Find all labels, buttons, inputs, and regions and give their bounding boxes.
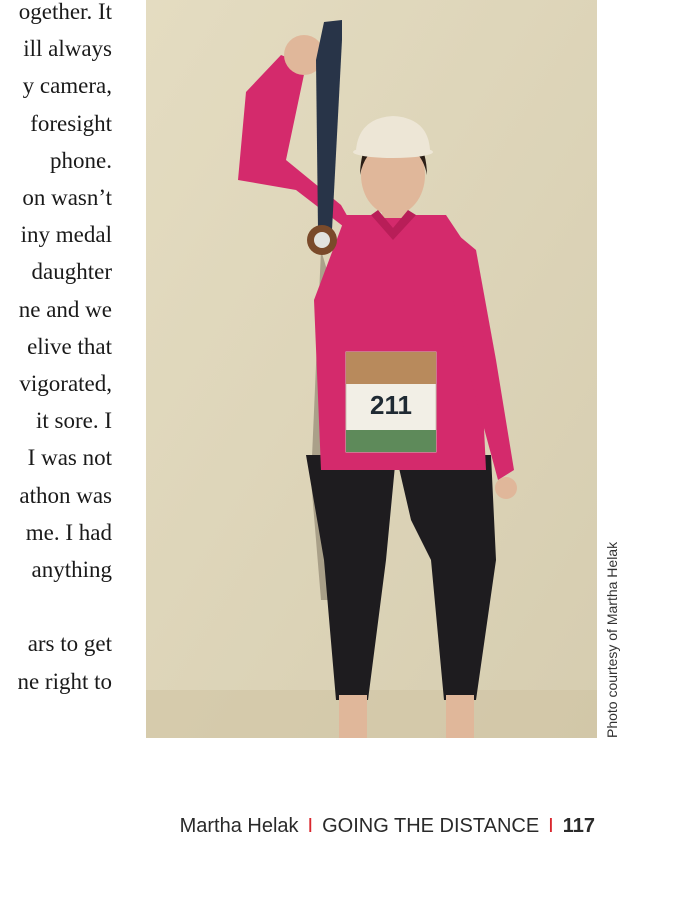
footer-author: Martha Helak — [179, 815, 299, 837]
body-text-line: anything — [31, 557, 112, 582]
body-text-line: ogether. It — [18, 0, 112, 24]
body-text-line: me. I had — [25, 519, 112, 545]
page-number: 117 — [562, 815, 595, 837]
body-text-line: vigorated, — [19, 371, 112, 396]
footer-separator: I — [548, 815, 554, 837]
bib-number: 211 — [370, 390, 412, 420]
body-text-line: y camera, — [22, 73, 112, 99]
body-text-column — [0, 0, 112, 720]
body-text-line: ne right to — [17, 668, 112, 694]
photo-credit-text: Photo courtesy of Martha Helak — [604, 541, 620, 738]
page-footer — [180, 815, 595, 838]
body-text-line: daughter — [31, 259, 112, 285]
footer-book-title: GOING THE DISTANCE — [322, 815, 540, 837]
body-text-line: I was not — [27, 445, 112, 471]
body-text-line: iny medal — [20, 222, 112, 248]
body-text-line: elive that — [27, 333, 112, 359]
body-text-line: on wasn’t — [22, 185, 112, 210]
body-text-line: athon was — [19, 482, 112, 508]
body-text-line: ne and we — [18, 296, 112, 322]
body-text-line: it sore. I — [35, 408, 112, 434]
body-text-line: ill always — [23, 36, 112, 62]
body-text-line: phone. — [50, 147, 112, 173]
body-text-line: ars to get — [27, 631, 112, 657]
footer-separator: I — [307, 815, 314, 837]
photo-credit — [602, 512, 624, 738]
runner-photo-illustration — [146, 0, 597, 738]
runner-photo — [146, 0, 597, 738]
body-text-line: foresight — [30, 110, 112, 136]
